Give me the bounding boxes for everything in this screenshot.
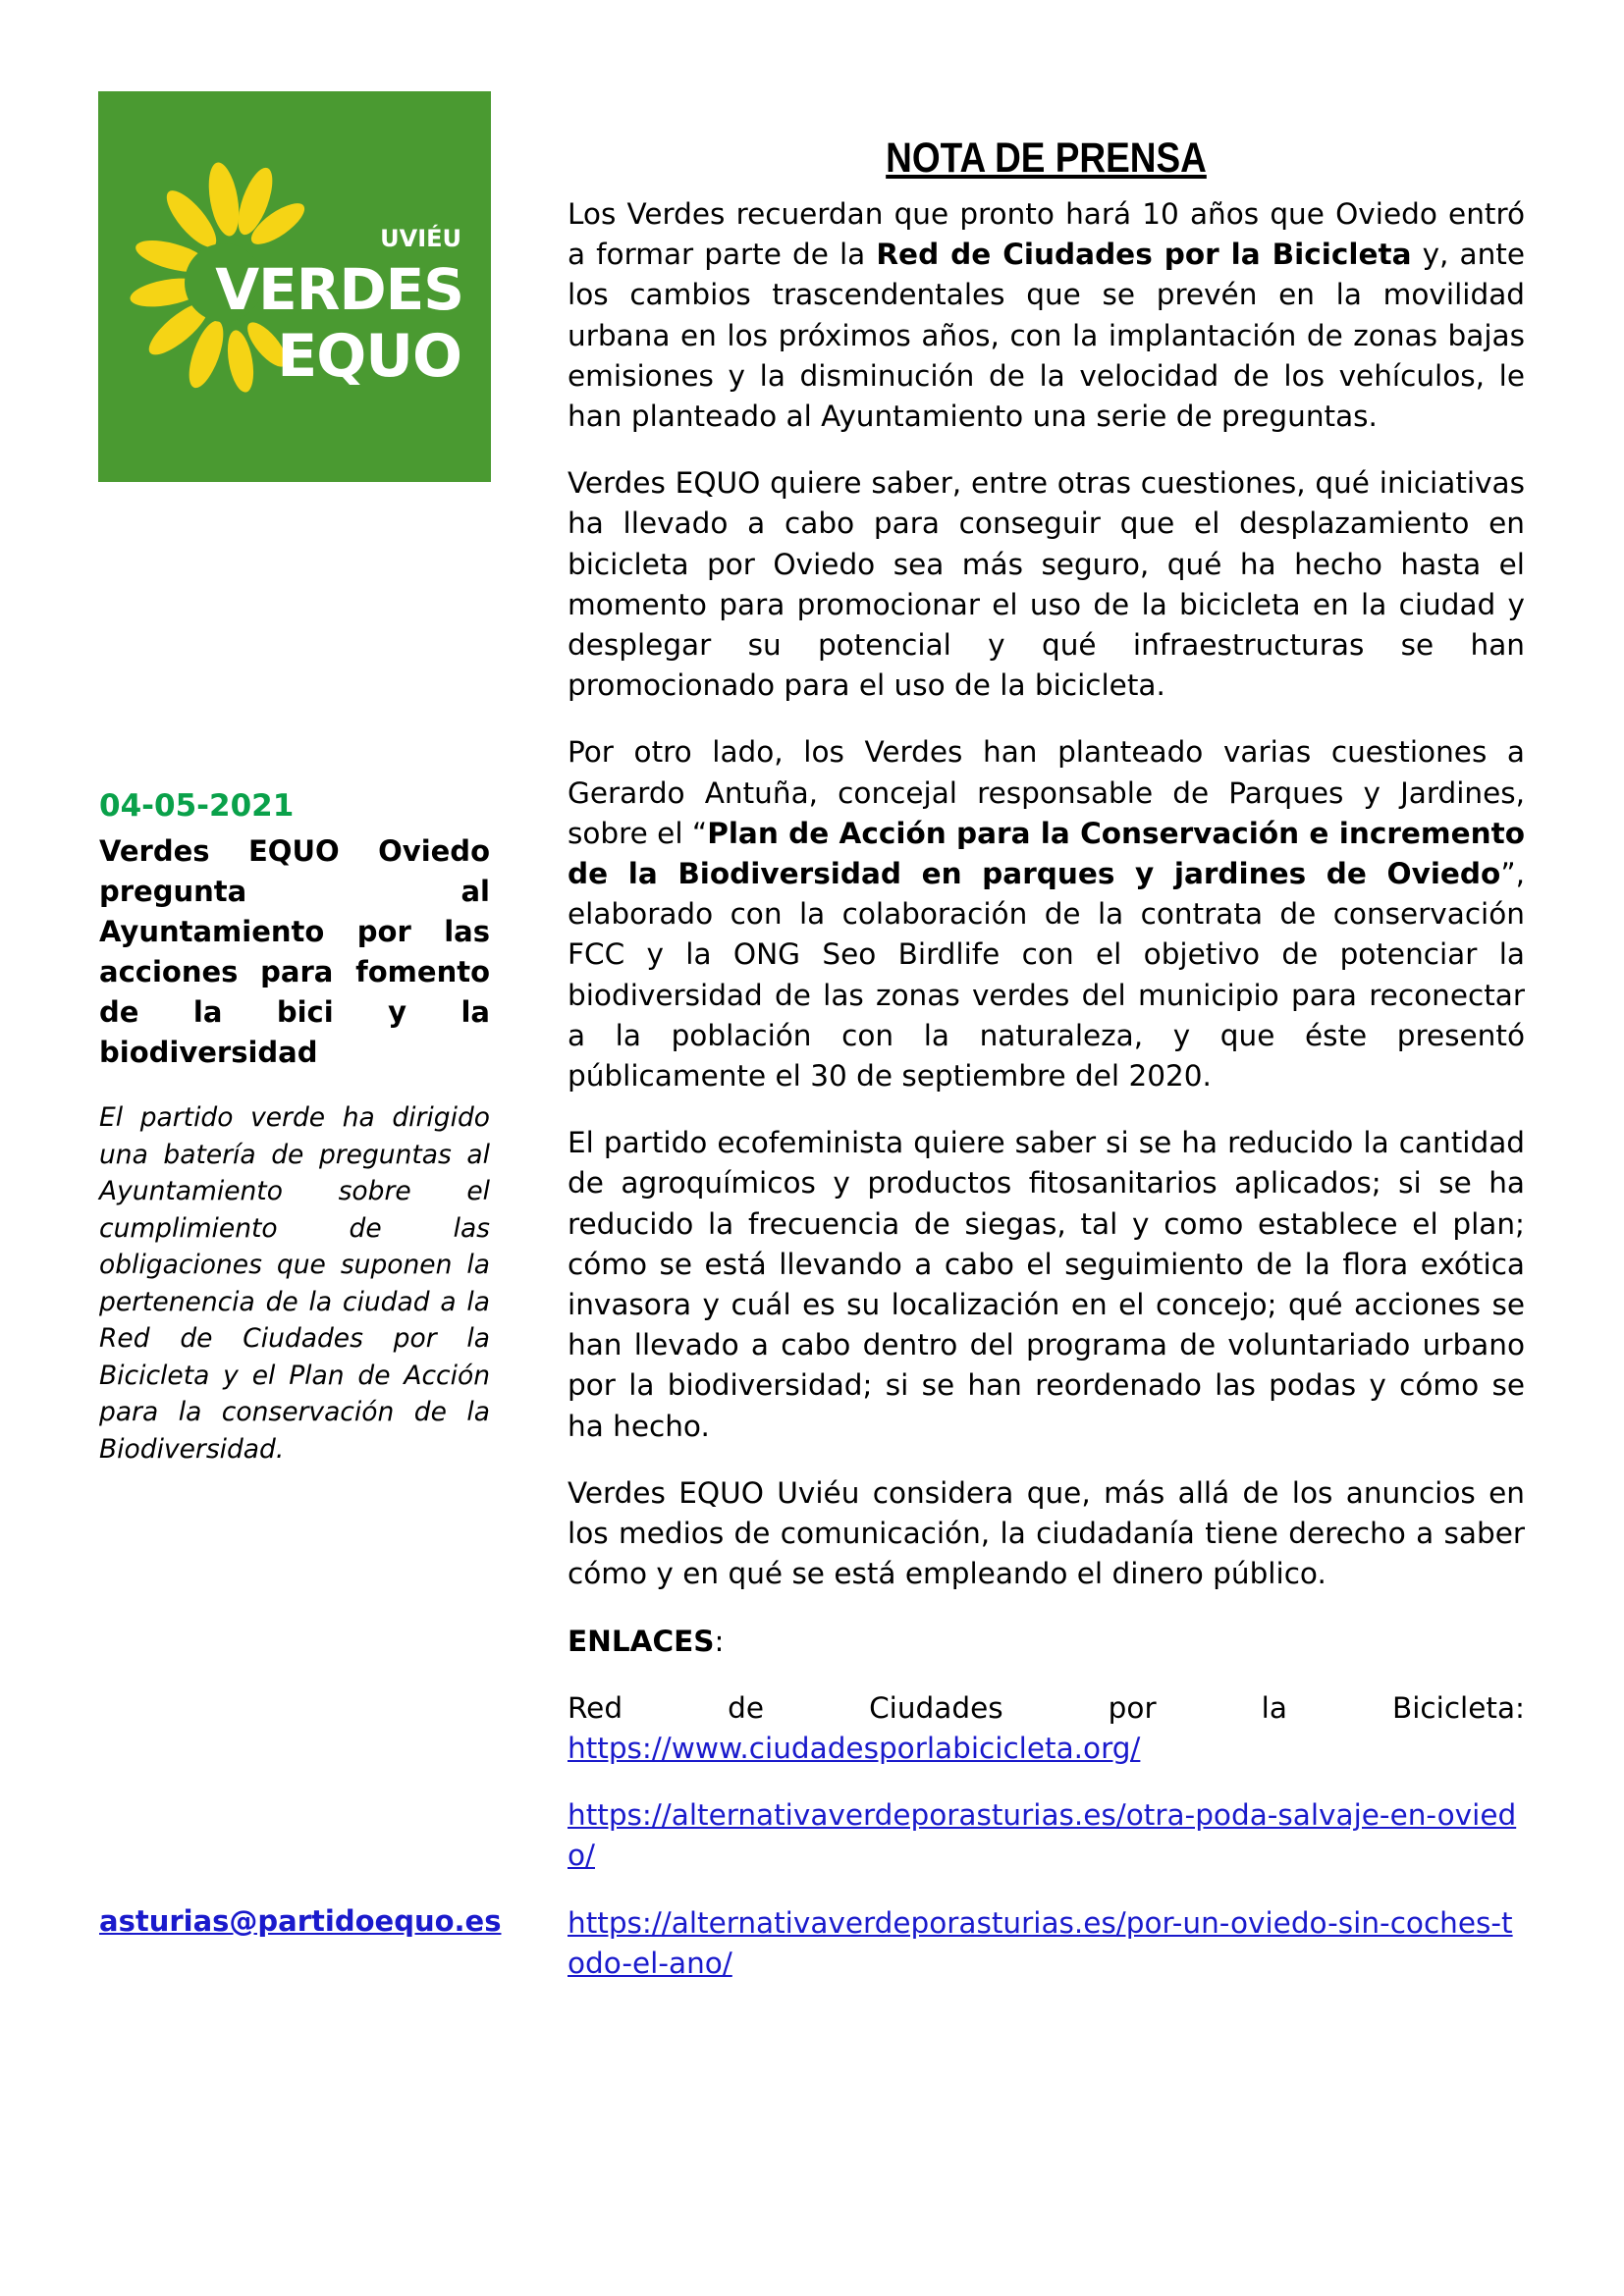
link-otra-poda-salvaje[interactable]: https://alternativaverdeporasturias.es/otra-poda-salvaje-en-oviedo/ <box>568 1798 1517 1873</box>
plan-accion-bold: Plan de Acción para la Conservación e incremento de la Biodiversidad en parques y jardines de Oviedo <box>568 816 1526 891</box>
paragraph-plan-text-c: ”, elaborado con la colaboración de la contrata de conservación FCC y la ONG Seo Birdlife con el objetivo de potenciar la biodiversidad de las zonas verdes del municipio para reconectar a la población con la naturaleza, y que éste presentó públicamente el 30 de septiembre del 2020. <box>568 857 1525 1094</box>
links-heading-colon: : <box>714 1624 725 1658</box>
links-heading-row <box>568 1622 1525 1662</box>
red-ciudades-bold: Red de Ciudades por la Bicicleta <box>876 238 1412 272</box>
sunflower-logo-icon <box>98 91 491 482</box>
logo-word-equo: EQUO <box>277 322 461 391</box>
contact-email-link[interactable]: asturias@partidoequo.es <box>99 1904 502 1938</box>
link1-label: Red de Ciudades por la Bicicleta: <box>568 1690 1525 1725</box>
link-block-2 <box>568 1795 1525 1876</box>
verdes-equo-logo <box>98 91 491 482</box>
sidebar-headline: Verdes EQUO Oviedo pregunta al Ayuntamiento por las acciones para fomento de la bici y la biodiversidad <box>99 834 490 1069</box>
paragraph-intro-text-c: y, ante los cambios trascendentales que se prevén en la movilidad urbana en los próximos años, con la implantación de zonas bajas emisiones y la disminución de la velocidad de los vehículos, le han planteado al Ayuntamiento una serie de preguntas. <box>568 238 1525 434</box>
link-block-1 <box>568 1688 1525 1769</box>
paragraph-biodiversity-plan <box>568 732 1525 1096</box>
paragraph-intro-text-a: Los Verdes recuerdan que pronto hará 10 años que Oviedo entró a formar parte de la <box>568 197 1525 272</box>
links-heading: ENLACES <box>568 1624 715 1658</box>
page-title: NOTA DE PRENSA <box>886 134 1207 182</box>
press-date: 04-05-2021 <box>99 788 295 824</box>
link-oviedo-sin-coches[interactable]: https://alternativaverdeporasturias.es/por-un-oviedo-sin-coches-todo-el-ano/ <box>568 1905 1513 1980</box>
main-column <box>568 128 1525 2010</box>
sidebar-summary: El partido verde ha dirigido una batería de preguntas al Ayuntamiento sobre el cumplimiento de las obligaciones que suponen la pertenencia de la ciudad a la Red de Ciudades por la Bicicleta y el Plan de Acción para la conservación de la Biodiversidad. <box>99 1102 490 1465</box>
paragraph-ecofeminist-questions: El partido ecofeminista quiere saber si se ha reducido la cantidad de agroquímicos y productos fitosanitarios aplicados; si se ha reducido la frecuencia de siegas, tal y como establece el plan; cómo se está llevando a cabo el seguimiento de la flora exótica invasora y cuál es su localización en el concejo; qué acciones se han llevado a cabo dentro del programa de voluntariado urbano por la biodiversidad; si se han reordenado las podas y cómo se ha hecho. <box>568 1126 1525 1443</box>
link-ciudades-bicicleta[interactable]: https://www.ciudadesporlabicicleta.org/ <box>568 1731 1141 1765</box>
logo-word-verdes: VERDES <box>215 256 463 323</box>
paragraph-intro <box>568 194 1525 437</box>
link-block-3 <box>568 1903 1525 1984</box>
paragraph-conclusion: Verdes EQUO Uviéu considera que, más allá de los anuncios en los medios de comunicación, la ciudadanía tiene derecho a saber cómo y en qué se está empleando el dinero público. <box>568 1475 1525 1591</box>
logo-city-text: UVIÉU <box>380 225 461 252</box>
paragraph-plan-text-a: Por otro lado, los Verdes han planteado varias cuestiones a Gerardo Antuña, concejal responsable de Parques y Jardines, sobre el “ <box>568 735 1525 850</box>
paragraph-bicycle-questions: Verdes EQUO quiere saber, entre otras cuestiones, qué iniciativas ha llevado a cabo para conseguir que el desplazamiento en bicicleta por Oviedo sea más seguro, qué ha hecho hasta el momento para promocionar el uso de la bicicleta en la ciudad y desplegar su potencial y qué infraestructuras se han promocionado para el uso de la bicicleta. <box>568 466 1525 703</box>
